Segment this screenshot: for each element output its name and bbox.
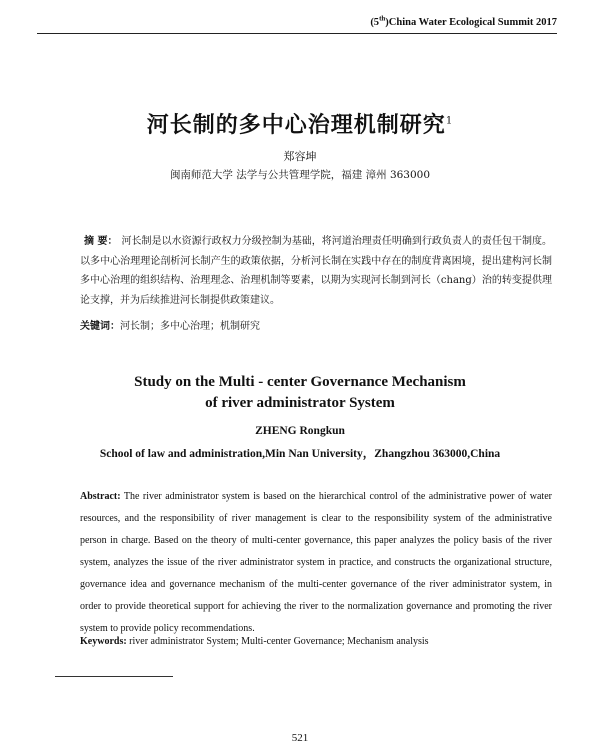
chinese-title [0,108,600,139]
english-abstract-label: Abstract: [80,491,121,502]
english-author: ZHENG Rongkun [255,425,345,437]
header-rest: )China Water Ecological Summit 2017 [385,17,557,28]
chinese-abstract [80,232,552,310]
chinese-author: 郑容坤 [283,150,317,163]
chinese-keywords-text: 河长制；多中心治理；机制研究 [120,321,260,332]
chinese-title-text: 河长制的多中心治理机制研究 [146,112,446,138]
footnote-rule [55,676,173,677]
title-footnote-marker: 1 [445,115,454,127]
page-number: 521 [291,732,309,744]
header-superscript: th [379,14,386,23]
english-title-line-1: Study on the Multi - center Governance Mechanism [134,374,466,390]
chinese-affiliation: 闽南师范大学 法学与公共管理学院，福建 漳州 363000 [169,169,431,181]
chinese-keywords [80,317,552,332]
english-keywords-text: river administrator System; Multi-center Governance; Mechanism analysis [129,636,429,647]
header-rule [37,33,557,34]
chinese-abstract-text: 河长制是以水资源行政权力分级控制为基础，将河道治理责任明确到行政负责人的责任包干制度。以多中心治理理论剖析河长制产生的政策依据，分析河长制在实践中存在的制度背离困境，提出建构河长制多中心治理的组织结构、治理理念、治理机制等要素，以期为实现河长制到河长（chang）治的转变提供理论支撑，并为后续推进河长制提供政策建议。 [80,236,553,306]
header-prefix: (5 [370,17,380,28]
running-header [37,14,557,28]
chinese-abstract-label: 摘 要： [84,236,118,247]
english-keywords [80,636,552,647]
english-title [0,372,600,414]
chinese-keywords-label: 关键词： [80,321,120,332]
english-abstract-text: The river administrator system is based on the hierarchical control of the administrative power of water resources, and the responsibility of river management is clear to the responsibility system of the administrative person in charge. Based on the theory of multi-center governance, this paper analyzes the policy basis of the river system, analyzes the issue of the river administrator system in practice, and constructs the organizational structure, governance idea and governance mechanism of the multi-center governance of the river administrator system, in order to provide theoretical support for achieving the river to the normalization governance and promoting the river system to provide policy recommendations. [80,491,552,634]
english-affiliation: School of law and administration,Min Nan University，Zhangzhou 363000,China [99,448,501,460]
english-abstract [80,486,552,640]
english-title-line-2: of river administrator System [205,395,395,411]
english-keywords-label: Keywords: [80,636,127,647]
